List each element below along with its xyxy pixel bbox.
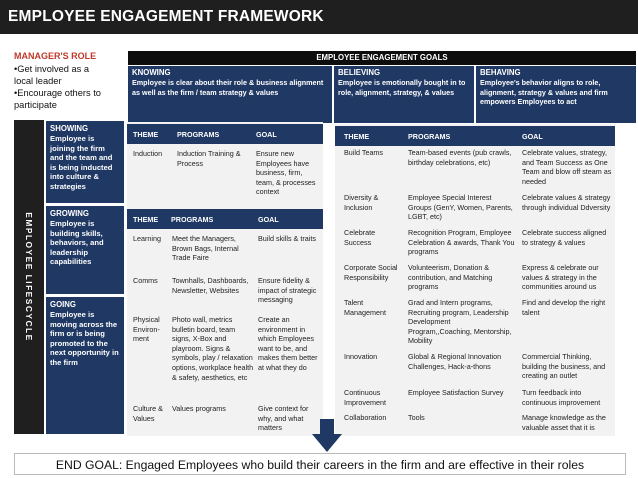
header-goal: GOAL: [258, 215, 279, 224]
theme-cell: Induction: [133, 149, 163, 158]
stage-desc: Employee is moving across the firm or is being promoted to the next opportunity in the firm: [50, 310, 119, 367]
stage-title: GOING: [50, 300, 76, 309]
theme-cell: Continuous Improvement: [344, 388, 386, 407]
programs-cell: Employee Special Interest Groups (GenY, Women, Parents, LGBT, etc): [408, 193, 513, 222]
goal-desc: Employee is clear about their role & business alignment as well as the firm / team strategy & values: [132, 78, 324, 97]
goal-title: BELIEVING: [338, 68, 381, 77]
goal-knowing: [128, 66, 332, 123]
goal-behaving: [476, 66, 636, 123]
goal-cell: Create an environment in which Employees want to be, and makes them better at what they do: [258, 315, 318, 372]
goal-believing: [334, 66, 474, 123]
header-programs: PROGRAMS: [171, 215, 214, 224]
stage-showing: [46, 121, 124, 203]
programs-cell: Meet the Managers, Brown Bags, Internal Trade Faire: [172, 234, 239, 263]
theme-cell: Collaboration: [344, 413, 387, 422]
lifecycle-label: EMPLOYEE LIFESCYCLE: [24, 212, 34, 342]
programs-cell: Team-based events (pub crawls, birthday celebrations, etc): [408, 148, 512, 167]
theme-cell: Innovation: [344, 352, 378, 361]
stage-desc: Employee is building skills, behaviors, and leadership capabilities: [50, 219, 104, 267]
page-title: EMPLOYEE ENGAGEMENT FRAMEWORK: [8, 8, 324, 25]
theme-cell: Physical Environ-ment: [133, 315, 160, 344]
header-theme: THEME: [344, 132, 370, 141]
goal-cell: Ensure new Employees have business, firm, team, & processes context: [256, 149, 316, 197]
programs-cell: Photo wall, metrics bulletin board, team signs, X-Box and playroom. Signs & symbols, play / relaxation options, workplace health & safety, aesthetics, etc: [172, 315, 254, 382]
manager-role-line: •Encourage others to: [14, 88, 101, 98]
theme-cell: Celebrate Success: [344, 228, 376, 247]
theme-cell: Build Teams: [344, 148, 384, 157]
header-programs: PROGRAMS: [177, 130, 220, 139]
goal-cell: Manage knowledge as the valuable asset that it is: [522, 413, 606, 432]
theme-cell: Corporate Social Responsibility: [344, 263, 398, 282]
theme-cell: Learning: [133, 234, 161, 243]
stage-growing: [46, 206, 124, 294]
manager-role-line: participate: [14, 100, 57, 110]
header-theme: THEME: [133, 215, 159, 224]
manager-role-line: •Get involved as a: [14, 64, 90, 74]
right-table-header: [335, 126, 615, 146]
showing-table-header: [127, 124, 323, 144]
goal-cell: Commercial Thinking, building the business, and creating an outlet: [522, 352, 606, 381]
goal-cell: Express & celebrate our values & strategy in the communities around us: [522, 263, 599, 292]
programs-cell: Townhalls, Dashboards, Newsletter, Websites: [172, 276, 249, 295]
goal-cell: Build skills & traits: [258, 234, 316, 243]
programs-cell: Grad and Intern programs, Recruiting program, Leadership Development Program,,Coaching, Mentorship, Mobility: [408, 298, 512, 346]
programs-cell: Employee Satisfaction Survey: [408, 388, 504, 397]
goal-cell: Ensure fidelity & impact of strategic messaging: [258, 276, 317, 305]
goal-title: KNOWING: [132, 68, 171, 77]
end-goal-box: [14, 453, 626, 475]
goal-cell: Celebrate values & strategy through individual Ddversity: [522, 193, 611, 212]
theme-cell: Talent Management: [344, 298, 386, 317]
stage-title: SHOWING: [50, 124, 89, 133]
goals-header: EMPLOYEE ENGAGEMENT GOALS: [128, 51, 636, 65]
programs-cell: Recognition Program, Employee Celebration & awards, Thank You programs: [408, 228, 515, 257]
manager-role-title: MANAGER'S ROLE: [14, 51, 97, 61]
theme-cell: Comms: [133, 276, 158, 285]
goal-cell: Celebrate success aligned to strategy & values: [522, 228, 607, 247]
goal-cell: Turn feedback into continuous improvement: [522, 388, 601, 407]
goal-cell: Celebrate values, strategy, and Team Success as One Team and blow off steam as needed: [522, 148, 612, 186]
goal-desc: Employee is emotionally bought in to role, alignment, strategy, & values: [338, 78, 466, 97]
programs-cell: Volunteerism, Donation & contribution, and Matching programs: [408, 263, 493, 292]
end-goal-text: END GOAL: Engaged Employees who build their careers in the firm and are effective in their roles: [55, 458, 585, 472]
header-theme: THEME: [133, 130, 159, 139]
goal-cell: Find and develop the right talent: [522, 298, 606, 317]
goal-desc: Employee's behavior aligns to role, alignment, strategy & values and firm empowers Employees to act: [480, 78, 608, 106]
lifecycle-bar: [14, 120, 44, 434]
theme-cell: Diversity & Inclusion: [344, 193, 379, 212]
header-goal: GOAL: [256, 130, 277, 139]
growing-table-header: [127, 209, 323, 229]
programs-cell: Tools: [408, 413, 425, 422]
stage-title: GROWING: [50, 209, 89, 218]
title-bar: [0, 0, 638, 34]
goal-cell: Give context for why, and what matters: [258, 404, 309, 433]
header-programs: PROGRAMS: [408, 132, 451, 141]
programs-cell: Induction Training & Process: [177, 149, 241, 168]
theme-cell: Culture & Values: [133, 404, 163, 423]
down-arrow-icon: [311, 419, 343, 453]
programs-cell: Values programs: [172, 404, 226, 413]
header-goal: GOAL: [522, 132, 543, 141]
stage-going: [46, 297, 124, 434]
manager-role-line: local leader: [14, 76, 62, 86]
manager-role: [14, 51, 126, 117]
goal-title: BEHAVING: [480, 68, 521, 77]
programs-cell: Global & Regional Innovation Challenges, Hack-a-thons: [408, 352, 502, 371]
stage-desc: Employee is joining the firm and the team and is being inducted into culture & strategies: [50, 134, 113, 191]
